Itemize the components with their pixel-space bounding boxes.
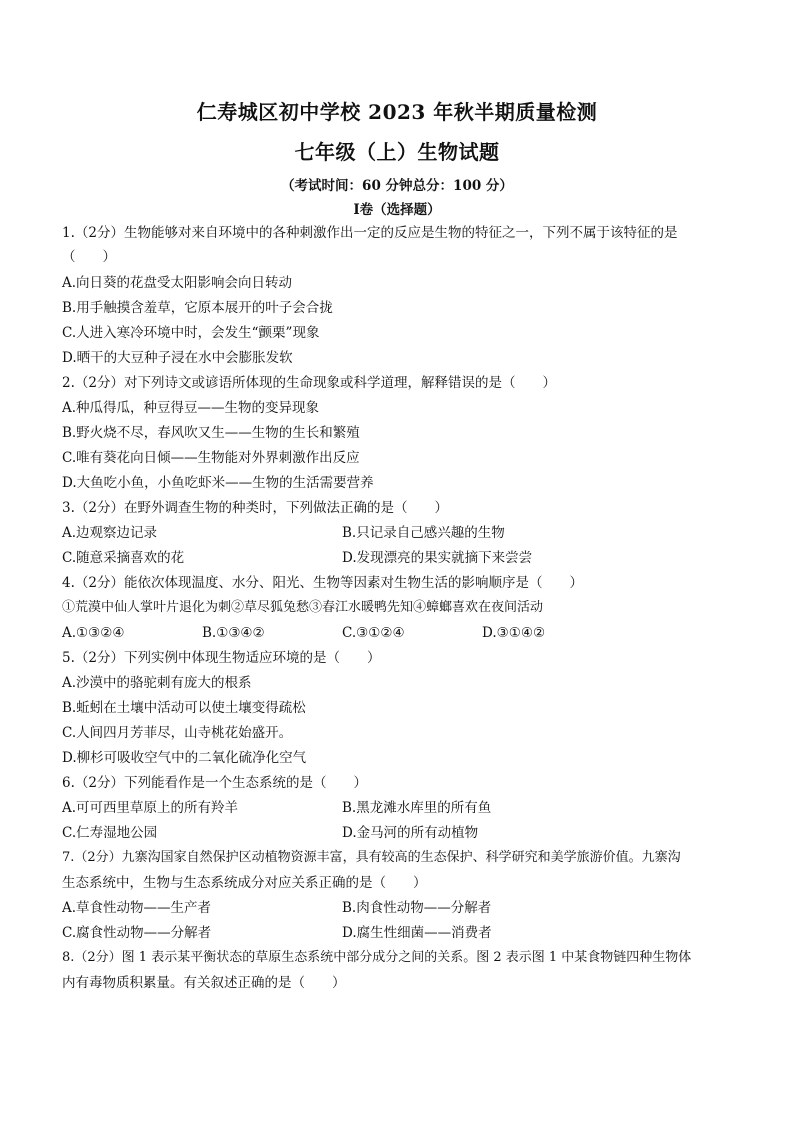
q2-option-d: D.大鱼吃小鱼，小鱼吃虾米——生物的生活需要营养 [62,475,374,491]
q4-stem: 4.（2分）能依次体现温度、水分、阳光、生物等因素对生物生活的影响顺序是（ ） [62,575,583,591]
q8-stem-line1: 8.（2分）图 1 表示某平衡状态的草原生态系统中部分成分之间的关系。图 2 表示图 1 中某食物链四种生物体 [62,950,692,965]
exam-info: （考试时间：60 分钟总分：100 分） [281,178,513,194]
q5-option-b: B.蚯蚓在土壤中活动可以使土壤变得疏松 [62,700,306,716]
q6-stem: 6.（2分）下列能看作是一个生态系统的是（ ） [62,775,367,791]
exam-subtitle: 七年级（上）生物试题 [294,140,500,164]
section-heading: Ⅰ卷（选择题） [353,202,441,218]
q3-stem: 3.（2分）在野外调查生物的种类时，下列做法正确的是（ ） [62,500,448,516]
q4-option-c: C.③①②④ [342,625,405,641]
q1-option-d: D.晒干的大豆种子浸在水中会膨胀发软 [62,350,293,366]
q5-option-c: C.人间四月芳菲尽，山寺桃花始盛开。 [62,725,293,741]
q7-option-b: B.肉食性动物——分解者 [342,900,492,916]
q3-options-row2 [62,549,742,567]
q7-options-row2 [62,924,742,942]
q6-option-d: D.金马河的所有动植物 [342,825,479,841]
q3-options-row1 [62,524,742,542]
q7-option-d: D.腐生性细菌——消费者 [342,925,492,941]
q2-stem: 2.（2分）对下列诗文或谚语所体现的生命现象或科学道理，解释错误的是（ ） [62,375,556,391]
q6-option-c: C.仁寿湿地公园 [62,825,158,841]
q4-option-a: A.①③②④ [62,625,125,641]
q1-stem-line1: 1.（2分）生物能够对来自环境中的各种刺激作出一定的反应是生物的特征之一，下列不属于该特征的是 [62,225,678,241]
q8-stem-line2: 内有毒物质积累量。有关叙述正确的是（ ） [62,975,346,991]
q3-option-a: A.边观察边记录 [62,525,158,541]
q2-option-a: A.种瓜得瓜，种豆得豆——生物的变异现象 [62,400,320,416]
q1-option-a: A.向日葵的花盘受太阳影响会向日转动 [62,275,293,291]
q7-options-row1 [62,899,742,917]
q1-stem-line2: （ ） [62,249,116,265]
exam-title: 仁寿城区初中学校 2023 年秋半期质量检测 [196,100,598,124]
q3-option-d: D.发现漂亮的果实就摘下来尝尝 [342,550,533,566]
q3-option-b: B.只记录自己感兴趣的生物 [342,525,505,541]
q4-option-b: B.①③④② [202,625,265,641]
q7-option-a: A.草食性动物——生产者 [62,900,212,916]
q5-option-a: A.沙漠中的骆驼刺有庞大的根系 [62,675,252,691]
q4-option-d: D.③①④② [482,625,546,641]
q7-stem-line2: 生态系统中，生物与生态系统成分对应关系正确的是（ ） [62,875,427,891]
q2-option-b: B.野火烧不尽，春风吹又生——生物的生长和繁殖 [62,425,360,441]
q6-option-a: A.可可西里草原上的所有羚羊 [62,800,239,816]
q7-option-c: C.腐食性动物——分解者 [62,925,212,941]
q6-options-row2 [62,824,742,842]
q1-option-c: C.人进入寒冷环境中时，会发生“颤栗”现象 [62,325,320,341]
q1-option-b: B.用手触摸含羞草，它原本展开的叶子会合拢 [62,300,333,316]
q7-stem-line1: 7.（2分）九寨沟国家自然保护区动植物资源丰富，具有较高的生态保护、科学研究和美学旅游价值。九寨沟 [62,850,681,865]
q6-option-b: B.黑龙滩水库里的所有鱼 [342,800,492,816]
q5-stem: 5.（2分）下列实例中体现生物适应环境的是（ ） [62,650,381,666]
q5-option-d: D.柳杉可吸收空气中的二氧化硫净化空气 [62,750,307,766]
q4-items: ①荒漠中仙人掌叶片退化为刺②草尽狐兔愁③春江水暖鸭先知④蟑螂喜欢在夜间活动 [62,600,544,615]
q2-option-c: C.唯有葵花向日倾——生物能对外界刺激作出反应 [62,450,360,466]
q3-option-c: C.随意采摘喜欢的花 [62,550,185,566]
q6-options-row1 [62,799,742,817]
